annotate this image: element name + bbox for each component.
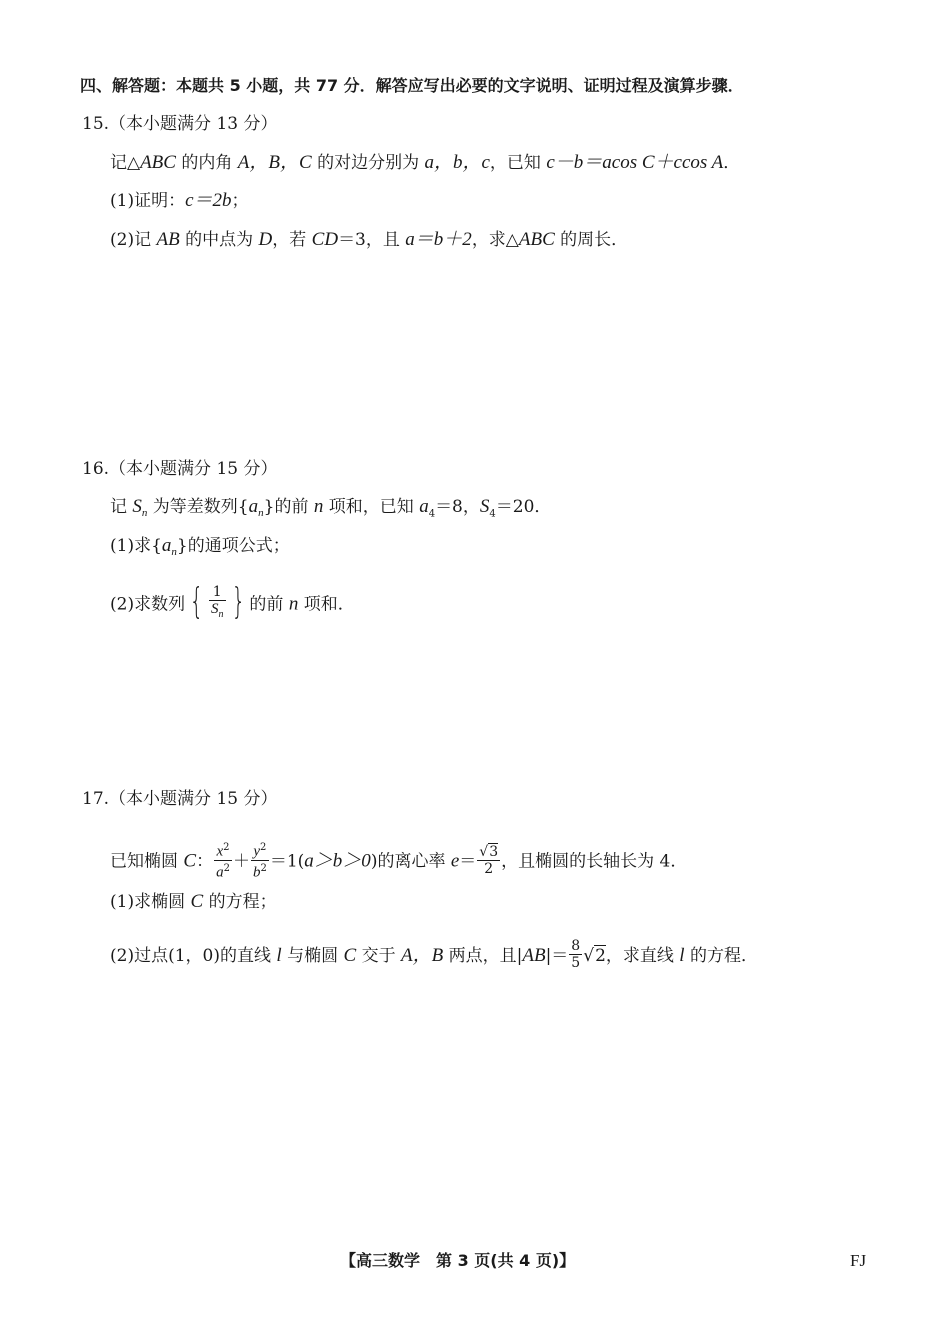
q16-subscript: n: [171, 546, 177, 559]
q15-point: D: [258, 229, 273, 250]
q15-part2-text: 的周长．: [554, 230, 629, 250]
q17-stem-text: ＝: [459, 851, 477, 872]
q15-sides: a，b，c: [424, 152, 490, 173]
q17-frac-num: [214, 840, 232, 861]
q15-stem-text: ．: [723, 153, 741, 173]
q15-angles: A，B，C: [237, 152, 312, 173]
q17-line-name: l: [679, 945, 685, 966]
q17-frac-den: 5: [571, 955, 581, 971]
q17-part1: [110, 891, 277, 913]
q16-stem-text: 项和，已知: [323, 497, 420, 517]
q15-part1-equation: c＝2b: [185, 190, 232, 211]
q17-eccentricity: e: [450, 850, 460, 872]
q17-ellipse-name: C: [190, 891, 204, 912]
q16-stem-text: 为等差数列{: [147, 497, 249, 517]
q17-fraction-x: [214, 840, 232, 880]
q15-stem-text: 的内角: [175, 153, 238, 173]
q15-part2-text: ＝3，且: [338, 230, 406, 250]
q17-part2-text: 的方程．: [684, 946, 758, 966]
q17-stem-text: )的离心率: [370, 851, 451, 872]
q16-n: n: [313, 496, 324, 517]
q17-stem: [110, 842, 687, 882]
q17-part1-text: (1)求椭圆: [110, 892, 191, 912]
q17-segment: AB: [522, 945, 546, 966]
q15-equation: c－b＝acos C＋ccos A: [546, 152, 724, 173]
q15-part2-text: 的中点为: [179, 230, 259, 250]
q15-part2-text: (2)记: [110, 230, 157, 250]
q17-part2-text: |＝: [545, 946, 569, 966]
q17-frac-num: [251, 840, 269, 861]
q17-stem-text: 已知椭圆: [110, 851, 184, 872]
q17-part2-text: (2)过点(1，0)的直线: [110, 946, 277, 966]
q15-stem-text: ，已知: [489, 153, 547, 173]
q16-subscript: n: [258, 507, 264, 520]
section-heading: 四、解答题：本题共 5 小题，共 77 分．解答应写出必要的文字说明、证明过程及演算步骤．: [80, 76, 744, 95]
q16-subscript: 4: [428, 508, 436, 520]
q17-line-name: l: [276, 945, 282, 966]
q15-segment: AB: [156, 229, 180, 250]
q17-stem-text: ，且椭圆的长轴长为 4．: [501, 851, 688, 872]
q16-fraction-denominator: [209, 601, 226, 623]
q16-sum-symbol: S: [211, 600, 219, 617]
q17-exponent: 2: [223, 842, 230, 853]
q16-stem-text: }的前: [263, 497, 314, 517]
q17-x: x: [216, 843, 224, 860]
q17-ellipse-name: C: [183, 850, 197, 872]
q15-header: 15.（本小题满分 13 分）: [82, 114, 278, 134]
right-brace: }: [231, 581, 245, 622]
q16-term-symbol: a: [419, 496, 429, 517]
q17-frac-den: [251, 861, 269, 881]
q16-part2: [110, 581, 355, 625]
q16-part1-text: }的通项公式；: [176, 536, 290, 556]
q15-stem: [110, 152, 740, 174]
q16-fraction: [209, 584, 226, 623]
q17-sqrt-radicand: 2: [595, 946, 606, 966]
q17-fraction-ab: [569, 938, 582, 971]
q17-a: a: [216, 864, 224, 881]
q15-part2-text: ，若: [272, 230, 312, 250]
q17-part2-text: 与椭圆: [281, 946, 344, 966]
q15-triangle-name: ABC: [140, 152, 176, 173]
q17-fraction-y: [251, 840, 269, 880]
q16-part2-text: 的前: [249, 594, 289, 615]
page-footer: 【高三数学 第 3 页(共 4 页)】: [340, 1251, 576, 1270]
q16-header: 16.（本小题满分 15 分）: [82, 459, 278, 479]
q17-part2-text: 交于: [356, 946, 401, 966]
q16-subscript: n: [141, 507, 148, 520]
q17-y: y: [253, 843, 261, 860]
q17-header: 17.（本小题满分 15 分）: [82, 789, 278, 809]
q17-sqrt-radicand: 3: [489, 843, 499, 860]
q17-frac-num: 8: [571, 938, 581, 954]
q15-part1-text: (1)证明：: [110, 191, 186, 211]
q17-exponent: 2: [260, 862, 267, 874]
q17-part2-text: 两点，且|: [443, 946, 523, 966]
q16-term-symbol: a: [161, 535, 172, 556]
q16-n: n: [288, 593, 299, 615]
q15-part2: [110, 229, 628, 251]
q17-b: b: [252, 864, 261, 881]
footer-code: FJ: [850, 1251, 867, 1270]
q17-ellipse-name: C: [343, 945, 357, 966]
q17-condition: a＞b＞0: [304, 850, 371, 872]
q16-stem-text: ＝8，: [435, 497, 480, 517]
q15-triangle-name: ABC: [518, 229, 555, 250]
q16-stem-text: 记: [110, 497, 133, 517]
q17-stem-text: ：: [196, 851, 214, 872]
q15-part1: [110, 190, 249, 212]
q16-part1: [110, 535, 290, 564]
q17-plus: ＋: [232, 851, 250, 872]
q17-fraction-e: [477, 844, 500, 877]
q17-stem-text: ＝1(: [269, 851, 305, 872]
q17-exponent: 2: [260, 842, 267, 853]
q16-part2-text: 项和．: [298, 594, 355, 615]
q16-part1-text: (1)求{: [110, 536, 162, 556]
q17-frac-num: √3: [479, 843, 499, 860]
q16-stem-text: ＝20．: [495, 497, 552, 517]
left-brace: {: [189, 581, 204, 622]
q16-stem: [110, 496, 551, 525]
q15-stem-text: 记△: [110, 153, 141, 173]
q17-part2-text: ，求直线: [605, 946, 680, 966]
q15-part2-text: ，求△: [471, 230, 519, 250]
q15-part2-equation: a＝b＋2: [405, 229, 472, 250]
q17-exponent: 2: [223, 862, 230, 874]
q16-fraction-numerator: 1: [209, 584, 226, 601]
q17-frac-den: [214, 861, 232, 881]
q17-points: A，B: [400, 945, 444, 966]
q15-segment: CD: [311, 229, 339, 250]
q16-sum-symbol: S: [479, 496, 490, 517]
q15-stem-text: 的对边分别为: [311, 153, 425, 173]
q15-part1-text: ；: [231, 191, 249, 211]
q16-subscript: 4: [489, 508, 496, 520]
q17-part1-text: 的方程；: [203, 892, 277, 912]
q16-part2-text: (2)求数列: [110, 594, 186, 615]
q16-subscript: n: [218, 608, 224, 620]
q16-sum-symbol: S: [132, 496, 142, 517]
q16-term-symbol: a: [248, 496, 259, 517]
q17-frac-den: 2: [484, 860, 494, 877]
q17-part2: (2)过点(1，0)的直线 l 与椭圆 C 交于 A，B 两点，且|AB|＝ $\frac{8}{5}$ √2，求直线 l 的方程．: [110, 938, 758, 971]
